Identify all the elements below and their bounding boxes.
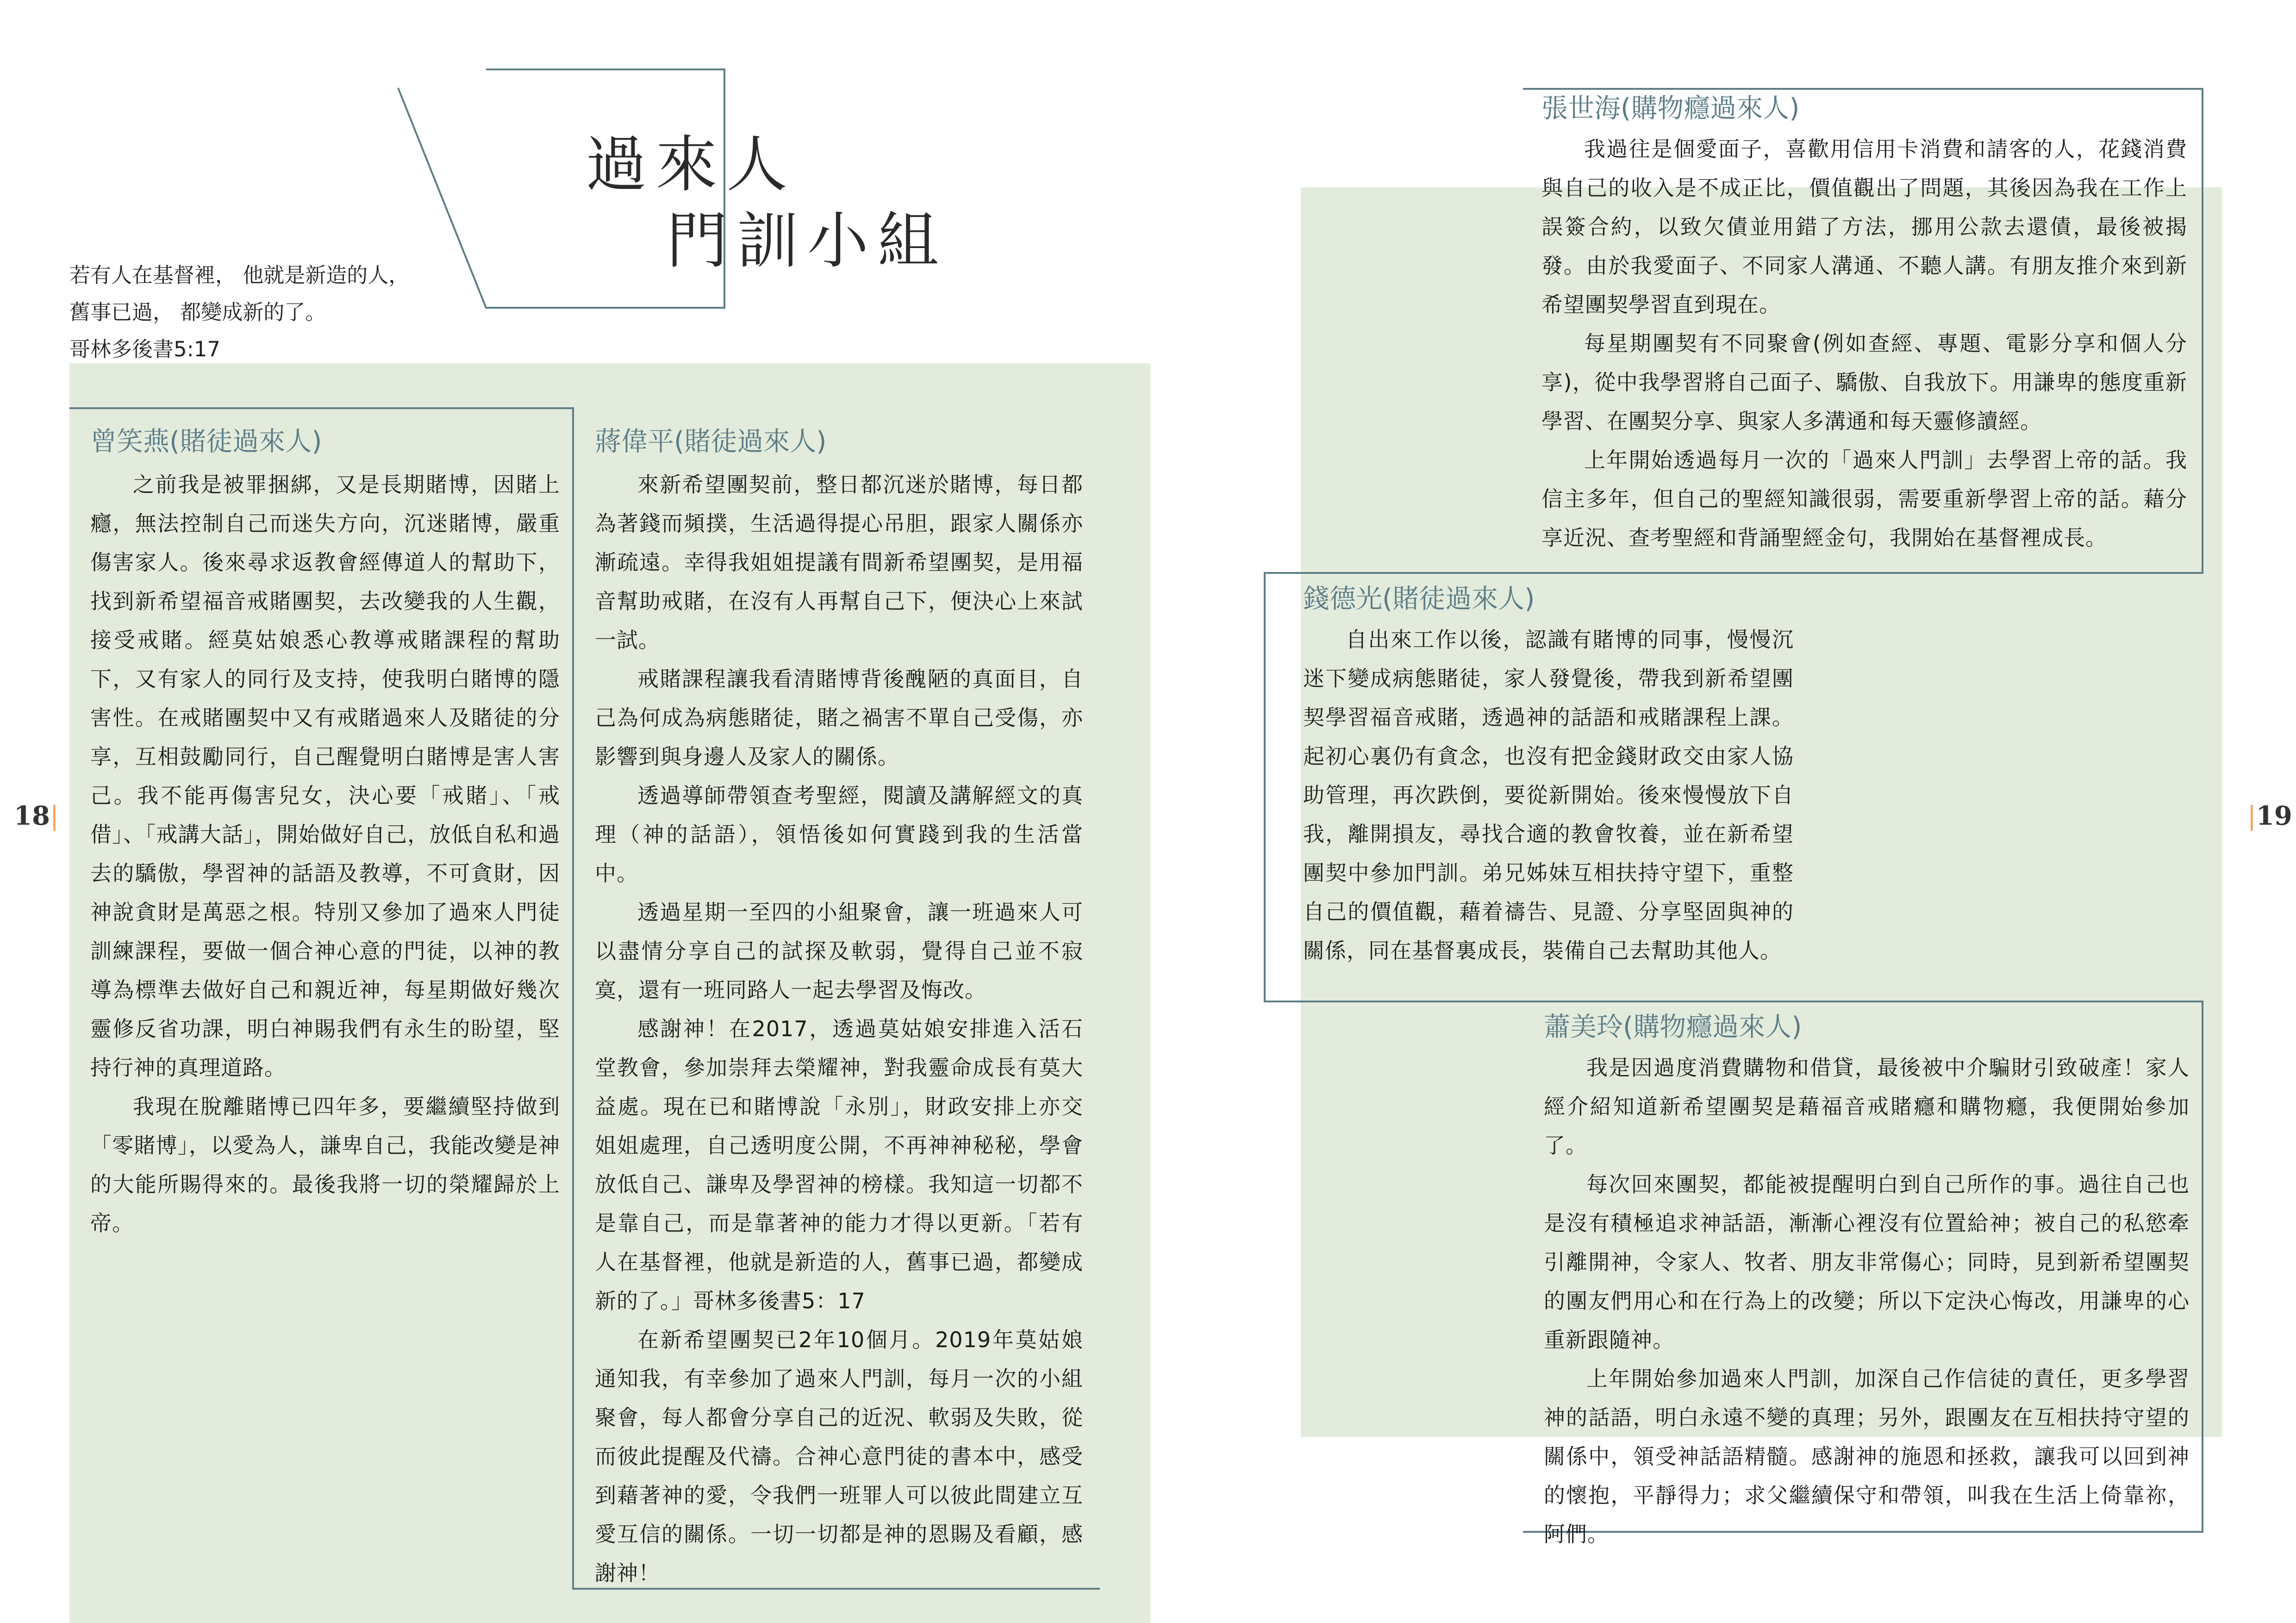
testimony-3-paragraph: 我過往是個愛面子，喜歡用信用卡消費和請客的人，花錢消費與自己的收入是不成正比，價值觀出了問題，其後因為我在工作上誤簽合約，以致欠債並用錯了方法，挪用公款去還債，最後被揭發。由於我愛面子、不同家人溝通、不聽人講。有朋友推介來到新希望團契學習直到現在。	[1541, 137, 2187, 317]
testimony-2-paragraph: 在新希望團契已2年10個月。2019年莫姑娘通知我，有幸參加了過來人門訓，每月一次的小組聚會，每人都會分享自己的近況、軟弱及失敗，從而彼此提醒及代禱。合神心意門徒的書本中，感受到藉著神的愛，令我們一班罪人可以彼此間建立互愛互信的關係。一切一切都是神的恩賜及看顧，感謝神！	[595, 1327, 1083, 1586]
testimony-5-body	[1544, 1048, 2190, 1554]
testimony-2-author: 蔣偉平(賭徒過來人)	[595, 426, 827, 457]
testimony-3-author: 張世海(購物癮過來人)	[1541, 93, 1800, 124]
testimony-4-author: 錢德光(賭徒過來人)	[1303, 584, 1535, 614]
testimony-1-paragraph: 我現在脫離賭博已四年多，要繼續堅持做到「零賭博」，以愛為人，謙卑自己，我能改變是神的大能所賜得來的。最後我將一切的榮耀歸於上帝。	[90, 1094, 560, 1236]
testimony-2-body	[595, 465, 1083, 1592]
page-number-right-bar: |	[2247, 801, 2256, 831]
testimony-2-paragraph: 來新希望團契前，整日都沉迷於賭博，每日都為著錢而頻撲，生活過得提心吊胆，跟家人關係亦漸疏遠。幸得我姐姐提議有間新希望團契，是用福音幫助戒賭，在沒有人再幫自己下，便決心上來試一試。	[595, 472, 1083, 653]
box1-right-line	[572, 407, 574, 1590]
testimony-4-body	[1303, 620, 1794, 970]
testimony-1-author: 曾笑燕(賭徒過來人)	[90, 426, 322, 457]
testimony-2-paragraph: 感謝神！在2017，透過莫姑娘安排進入活石堂教會，參加崇拜去榮耀神，對我靈命成長有莫大益處。現在已和賭博說「永別」，財政安排上亦交姐姐處理，自己透明度公開，不再神神秘秘，學會放低自己、謙卑及學習神的榜樣。我知這一切都不是靠自己，而是靠著神的能力才得以更新。「若有人在基督裡，他就是新造的人，舊事已過，都變成新的了。」哥林多後書5：17	[595, 1016, 1083, 1313]
box5-right-line	[2202, 1001, 2203, 1533]
box4-left-line	[1264, 572, 1266, 1002]
testimony-1-body	[90, 465, 560, 1243]
testimony-3-body	[1541, 130, 2187, 557]
testimony-5-paragraph: 每次回來團契，都能被提醒明白到自己所作的事。過往自己也是沒有積極追求神話語，漸漸心裡沒有位置給神；被自己的私慾牽引離開神，令家人、牧者、朋友非常傷心；同時，見到新希望團契的團友們用心和在行為上的改變；所以下定決心悔改，用謙卑的心重新跟隨神。	[1544, 1172, 2190, 1352]
page-number-right	[2247, 801, 2292, 831]
verse-reference: 哥林多後書5:17	[69, 337, 221, 361]
testimony-4-paragraph: 自出來工作以後，認識有賭博的同事，慢慢沉迷下變成病態賭徒，家人發覺後，帶我到新希望團契學習福音戒賭，透過神的話語和戒賭課程上課。起初心裏仍有貪念，也沒有把金錢財政交由家人協助管理，再次跌倒，要從新開始。後來慢慢放下自我，離開損友，尋找合適的教會牧養，並在新希望團契中參加門訓。弟兄姊妹互相扶持守望下，重整自己的價值觀，藉着禱告、見證、分享堅固與神的關係，同在基督裏成長，裝備自己去幫助其他人。	[1303, 627, 1794, 963]
testimony-5-author: 蕭美玲(購物癮過來人)	[1544, 1012, 1802, 1042]
testimony-2-paragraph: 透過導師帶領查考聖經，閱讀及講解經文的真理（神的話語），領悟後如何實踐到我的生活當中。	[595, 783, 1083, 886]
testimony-3-paragraph: 每星期團契有不同聚會(例如查經、專題、電影分享和個人分享)，從中我學習將自己面子、驕傲、自我放下。用謙卑的態度重新學習、在團契分享、與家人多溝通和每天靈修讀經。	[1541, 331, 2187, 434]
testimony-5-paragraph: 上年開始參加過來人門訓，加深自己作信徒的責任，更多學習神的話語，明白永遠不變的真理；另外，跟團友在互相扶持守望的關係中，領受神話語精髓。感謝神的施恩和拯救，讓我可以回到神的懷抱，平靜得力；求父繼續保守和帶領，叫我在生活上倚靠祢，阿們。	[1544, 1366, 2190, 1547]
page-number-right-text: 19	[2256, 801, 2292, 831]
box1-top-line	[69, 407, 574, 409]
page-number-left-bar: |	[50, 801, 59, 831]
verse-line2: 舊事已過， 都變成新的了。	[69, 300, 326, 324]
box3-bottom-line	[1264, 572, 2203, 574]
page-title-line2: 門訓小組	[667, 205, 948, 277]
testimony-2-paragraph: 戒賭課程讓我看清賭博背後醜陋的真面目，自己為何成為病態賭徒，賭之禍害不單自己受傷，亦影響到與身邊人及家人的關係。	[595, 666, 1083, 769]
testimony-5-paragraph: 我是因過度消費購物和借貸，最後被中介騙財引致破產！家人經介紹知道新希望團契是藉福音戒賭癮和購物癮，我便開始參加了。	[1544, 1055, 2190, 1158]
verse-line1: 若有人在基督裡， 他就是新造的人，	[69, 263, 410, 287]
testimony-2-paragraph: 透過星期一至四的小組聚會，讓一班過來人可以盡情分享自己的試探及軟弱，覺得自己並不寂寞，還有一班同路人一起去學習及悔改。	[595, 900, 1083, 1002]
box3-top-line	[1523, 88, 2203, 90]
box3-right-line	[2202, 88, 2203, 574]
verse-quote	[69, 257, 409, 368]
page-number-left-text: 18	[14, 801, 50, 831]
testimony-1-paragraph: 之前我是被罪捆綁，又是長期賭博，因賭上癮，無法控制自己而迷失方向，沉迷賭博，嚴重傷害家人。後來尋求返教會經傳道人的幫助下，找到新希望福音戒賭團契，去改變我的人生觀，接受戒賭。經莫姑娘悉心教導戒賭課程的幫助下，又有家人的同行及支持，使我明白賭博的隱害性。在戒賭團契中又有戒賭過來人及賭徒的分享，互相鼓勵同行，自己醒覺明白賭博是害人害己。我不能再傷害兒女，決心要「戒賭」、「戒借」、「戒講大話」，開始做好自己，放低自私和過去的驕傲，學習神的話語及教導，不可貪財，因神說貪財是萬惡之根。特別又參加了過來人門徒訓練課程，要做一個合神心意的門徒，以神的教導為標準去做好自己和親近神，每星期做好幾次靈修反省功課，明白神賜我們有永生的盼望，堅持行神的真理道路。	[90, 472, 560, 1080]
testimony-3-paragraph: 上年開始透過每月一次的「過來人門訓」去學習上帝的話。我信主多年，但自己的聖經知識很弱，需要重新學習上帝的話。藉分享近況、查考聖經和背誦聖經金句，我開始在基督裡成長。	[1541, 448, 2187, 550]
box4-bottom-line	[1264, 1001, 2203, 1002]
page-title-line1: 過來人	[586, 129, 797, 200]
page-number-left	[14, 801, 59, 831]
